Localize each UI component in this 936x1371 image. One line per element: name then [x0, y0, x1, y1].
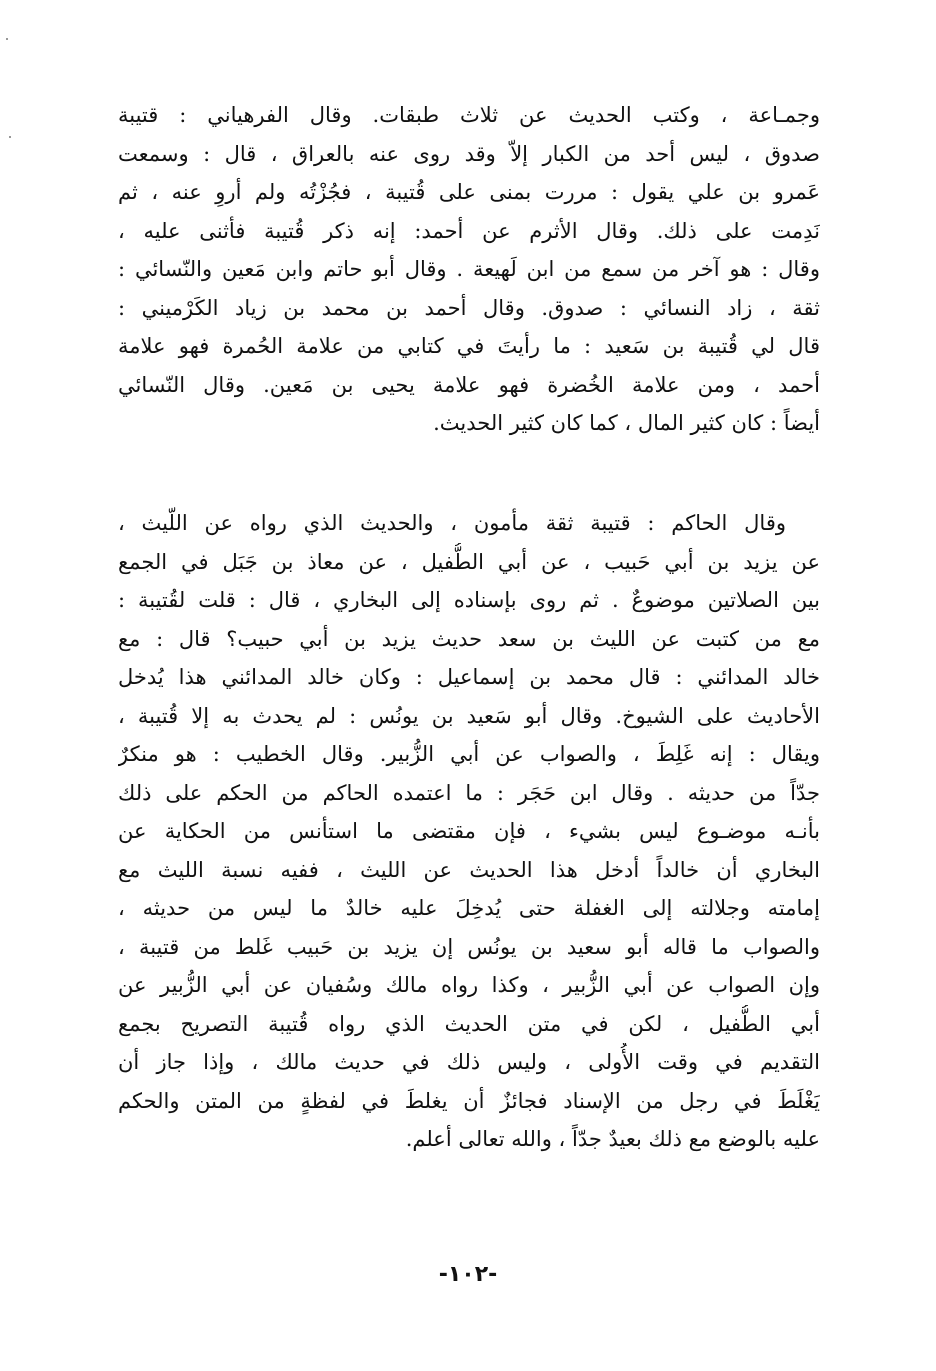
text-line: وقال الحاكم : قتيبة ثقة مأمون ، والحديث الذي رواه عن اللّيث ،	[118, 511, 786, 535]
scan-speck	[6, 38, 8, 40]
text-line: قال لي قُتيبة بن سَعيد : ما رأيتَ في كتابي من علامة الحُمرة فهو علامة	[118, 334, 820, 358]
scan-speck	[9, 136, 11, 138]
text-line: أبي الطُّفيل ، لكن في متن الحديث الذي رواه قُتيبة التصريح بجمع	[118, 1011, 820, 1036]
text-line: بأنـه موضـوع ليس بشيء ، فإن مقتضى ما استأنس من الحكاية عن	[118, 819, 820, 843]
paragraph-1	[118, 96, 820, 443]
page-number: -١٠٢-	[438, 1262, 498, 1287]
text-line: أحمد ، ومن علامة الخُضرة فهو علامة يحيى بن مَعين. وقال النّسائي	[118, 372, 820, 397]
text-line: عن يزيد بن أبي حَبيب ، عن أبي الطُّفيل ، عن معاذ بن جَبَل في الجمع	[118, 549, 820, 574]
text-line: الأحاديث على الشيوخ. وقال أبو سَعيد بن يونُس : لم يحدث به إلا قُتيبة ،	[118, 703, 820, 728]
text-line: بين الصلاتين موضوعٌ . ثم روى بإسناده إلى البخاري ، قال : قلت لقُتيبة :	[118, 588, 820, 612]
text-line: مع من كتبت عن الليث بن سعد حديث يزيد بن أبي حبيب؟ قال : مع	[118, 626, 820, 651]
text-line: البخاري أن خالداً أدخل هذا الحديث عن الليث ، ففيه نسبة الليث مع	[118, 857, 820, 882]
text-line: والصواب ما قاله أبو سعيد بن يونُس إن يزيد بن حَبيب غَلط من قتيبة ،	[118, 934, 820, 959]
text-line: عَمرو بن علي يقول : مررت بمنى على قُتيبة ، فجُزْتُه ولم أروِ عنه ، ثم	[118, 180, 820, 204]
text-line: التقديم في وقت الأُولى ، وليس ذلك في حديث مالك ، وإذا جاز أن	[118, 1050, 820, 1074]
text-line: وقال : هو آخر من سمع من ابن لَهيعة . وقال أبو حاتم وابن مَعين والنّسائي :	[118, 257, 820, 281]
paragraph-2	[118, 504, 820, 1159]
text-line: وجمـاعة ، وكتب الحديث عن ثلاث طبقات. وقال الفرهياني : قتيبة	[118, 103, 820, 127]
text-line: جدّاً من حديثه . وقال ابن حَجَر : ما اعتمده الحاكم من الحكم على ذلك	[118, 780, 820, 805]
text-line: يَغْلَطَ في رجل من الإسناد فجائزٌ أن يغلطَ في لفظةٍ من المتن والحكم	[118, 1088, 820, 1113]
text-line: نَدِمت على ذلك. وقال الأثرم عن أحمد: إنه ذكر قُتيبة فأثنى عليه ،	[118, 218, 820, 243]
text-line: ويقال : إنه غَلِطَ ، والصواب عن أبي الزُّبير. وقال الخطيب : هو منكرٌ	[118, 742, 820, 766]
text-line: وإن الصواب عن أبي الزُّبير ، وكذا رواه مالك وسُفيان عن أبي الزُّبير عن	[118, 973, 820, 997]
text-line: أيضاً : كان كثير المال ، كما كان كثير الحديث.	[433, 411, 820, 435]
text-line: ثقة ، زاد النسائي : صدوق. وقال أحمد بن محمد بن زياد الكَرْميني :	[118, 295, 820, 320]
text-line: خالد المدائني : قال محمد بن إسماعيل : وكان خالد المدائني هذا يُدخل	[118, 665, 820, 689]
text-line: إمامته وجلالته إلى الغفلة حتى يُدخِلَ عليه خالدٌ ما ليس من حديثه ،	[118, 896, 820, 920]
text-line: عليه بالوضع مع ذلك بعيدٌ جدّاً ، والله تعالى أعلم.	[405, 1127, 820, 1151]
text-line: صدوق ، ليس أحد من الكبار إلاّ وقد روى عنه بالعراق ، قال : وسمعت	[118, 141, 820, 166]
